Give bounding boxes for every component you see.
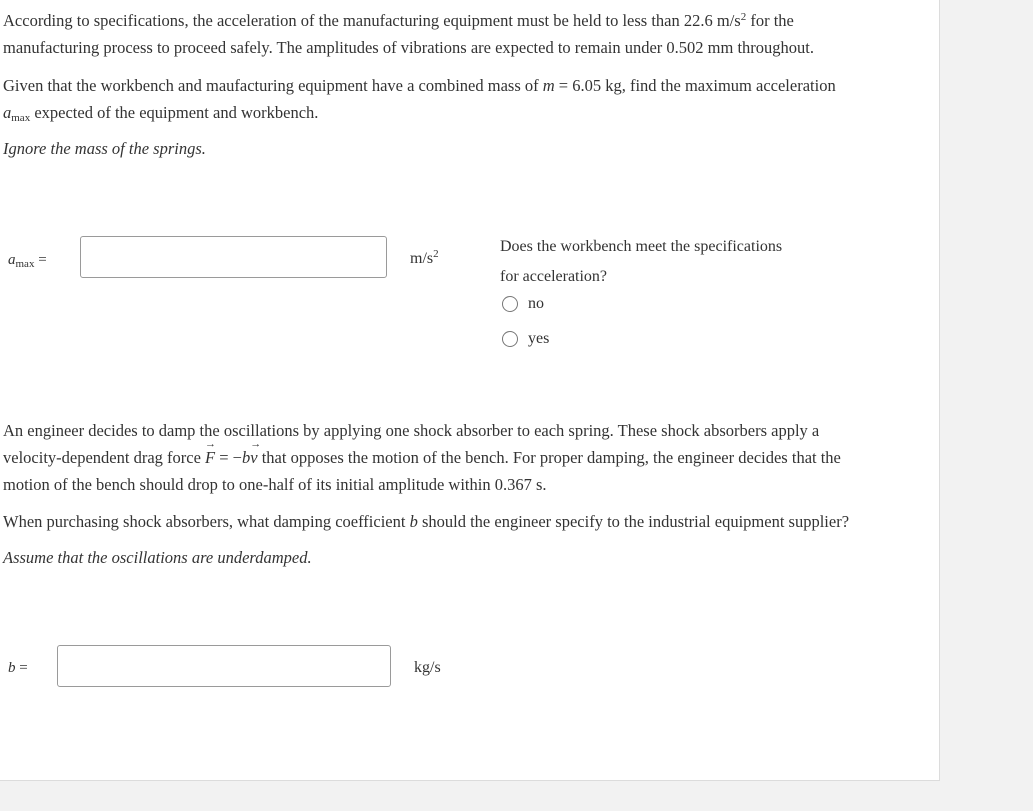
mass-symbol: m [542, 76, 555, 95]
q2-p1-text: velocity-dependent drag force [3, 448, 206, 467]
q1-paragraph-1 [3, 7, 814, 61]
option-yes[interactable] [502, 330, 549, 348]
radio-yes[interactable] [502, 331, 518, 347]
option-no-label: no [528, 295, 544, 312]
b-label-var: b [8, 660, 16, 676]
amax-unit [410, 250, 439, 268]
amax-label-var: a [8, 252, 16, 268]
force-eq: = − [215, 448, 242, 467]
b-input[interactable] [57, 645, 391, 687]
force-vector: → F [205, 444, 215, 471]
spec-question-line2: for acceleration? [500, 268, 608, 285]
q2-p1-line1: An engineer decides to damp the oscillations by applying one shock absorber to each spring. These shock absorbers apply a [3, 421, 820, 440]
q2-paragraph-2 [3, 508, 849, 535]
amax-label [8, 252, 47, 270]
q2-p1-line3: motion of the bench should drop to one-half of its initial amplitude within 0.367 s. [3, 475, 547, 494]
q1-note: Ignore the mass of the springs. [3, 139, 206, 158]
q1-p2-tail: expected of the equipment and workbench. [30, 103, 319, 122]
spec-question [500, 232, 782, 292]
velocity-vector: → v [250, 444, 257, 471]
q1-p1-text: According to specifications, the acceleration of the manufacturing equipment must be held to less than 22.6 m/s [3, 11, 741, 30]
amax-symbol: a [3, 103, 12, 122]
option-yes-label: yes [528, 330, 550, 347]
q1-p1-line2: manufacturing process to proceed safely. The amplitudes of vibrations are expected to remain under 0.502 mm throughout. [3, 38, 815, 57]
b-label-eq: = [15, 660, 28, 676]
q1-paragraph-2 [3, 72, 836, 132]
q1-p1-sup: 2 [740, 11, 747, 23]
amax-label-sub: max [15, 258, 35, 270]
amax-unit-sup: 2 [433, 248, 439, 260]
amax-unit-text: m/s [410, 250, 434, 267]
radio-no[interactable] [502, 296, 518, 312]
q1-p2-mass-value: = 6.05 kg, find the maximum acceleration [554, 76, 836, 95]
b-label [8, 660, 28, 677]
damping-symbol-2: b [409, 512, 418, 531]
amax-input[interactable] [80, 236, 387, 278]
q2-paragraph-1 [3, 417, 841, 498]
b-unit: kg/s [414, 659, 441, 676]
q2-p2-text: When purchasing shock absorbers, what damping coefficient [3, 512, 410, 531]
spec-question-line1: Does the workbench meet the specifications [500, 238, 783, 255]
amax-label-eq: = [38, 252, 47, 268]
q2-note: Assume that the oscillations are underdamped. [3, 548, 312, 567]
option-no[interactable] [502, 295, 544, 313]
q1-p2-text: Given that the workbench and maufacturing equipment have a combined mass of [3, 76, 543, 95]
damping-symbol: b [242, 448, 251, 467]
q2-p2-tail: should the engineer specify to the industrial equipment supplier? [417, 512, 850, 531]
amax-subscript: max [11, 112, 31, 124]
q2-p1-text-tail: that opposes the motion of the bench. For proper damping, the engineer decides that the [257, 448, 841, 467]
q1-p1-tail: for the [746, 11, 794, 30]
